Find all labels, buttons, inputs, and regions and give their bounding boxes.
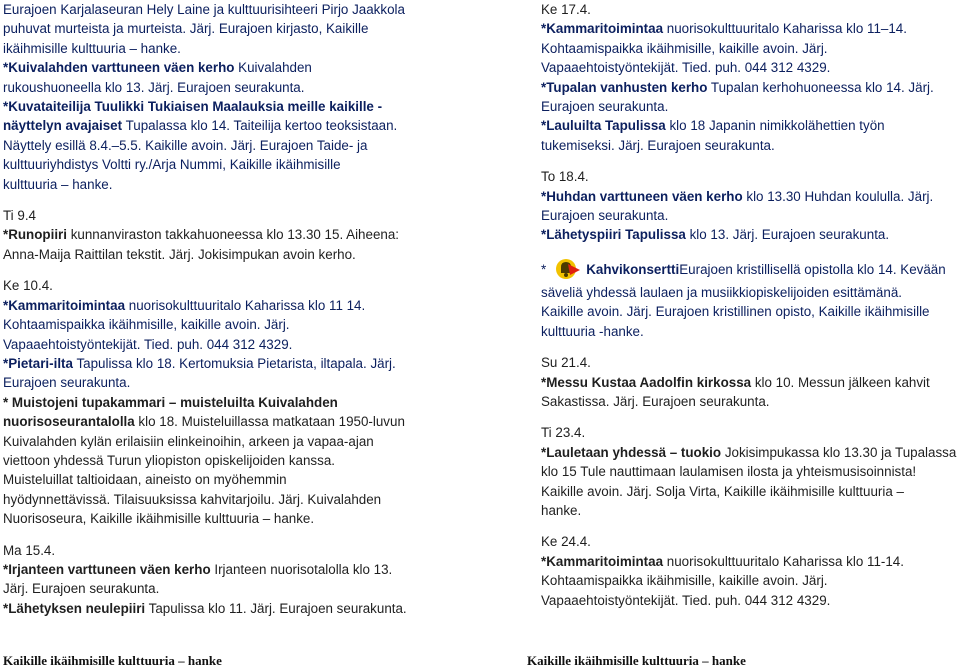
date-heading: Ti 23.4. — [541, 425, 586, 441]
star-marker: * — [541, 261, 547, 277]
event-detail: Tapulissa klo 18. Kertomuksia Pietarista, iltapala. Järj. — [72, 355, 396, 371]
date-heading: Ke 24.4. — [541, 534, 591, 550]
event-title: näyttelyn avajaiset — [3, 118, 123, 134]
text-line: Vapaaehtoistyöntekijät. Tied. puh. 044 312 4329. — [3, 336, 293, 352]
date-heading: Ke 10.4. — [3, 278, 53, 294]
event-title: Kahvikonsertti — [586, 261, 680, 277]
event-detail: nuorisokulttuuritalo Kaharissa klo 11–14. — [663, 21, 907, 37]
date-heading: Ma 15.4. — [3, 542, 56, 558]
text-line: Järj. Eurajoen seurakunta. — [3, 581, 160, 597]
event-title: *Kammaritoimintaa — [3, 297, 126, 313]
event-detail: Tupalan kerhohuoneessa klo 14. Järj. — [707, 79, 934, 95]
event-detail: klo 18 Japanin nimikkolähettien työn — [665, 118, 885, 134]
event-detail: Kuivalahden — [234, 60, 312, 76]
text-line: Muisteluillat taltioidaan, aineisto on myöhemmin — [3, 472, 287, 488]
text-line: puhuvat murteista ja murteista. Järj. Eurajoen kirjasto, Kaikille — [3, 21, 369, 37]
event-title: *Kammaritoimintaa — [541, 553, 664, 569]
date-heading: Ke 17.4. — [541, 2, 591, 17]
text-line: hyödynnettävissä. Tilaisuuksissa kahvitarjoilu. Järj. Kuivalahden — [3, 491, 382, 507]
event-detail: Tapulissa klo 11. Järj. Eurajoen seurakunta. — [145, 600, 407, 616]
text-line: säveliä yhdessä laulaen ja musiikkiopiskelijoiden esittämänä. — [541, 284, 902, 300]
event-detail: Tupalassa klo 14. Taiteilija kertoo teoksistaan. — [122, 118, 398, 134]
event-title: *Lähetyksen neulepiiri — [3, 600, 146, 616]
right-column — [541, 0, 956, 610]
text-line: rukoushuoneella klo 13. Järj. Eurajoen seurakunta. — [3, 79, 305, 95]
date-heading: To 18.4. — [541, 169, 589, 185]
footer-left: Kaikille ikäihmisille kulttuuria – hanke — [3, 653, 222, 668]
event-detail: klo 18. Muisteluillassa matkataan 1950-luvun — [134, 414, 405, 430]
event-title: *Messu Kustaa Aadolfin kirkossa — [541, 374, 752, 390]
event-title: *Kammaritoimintaa — [541, 21, 664, 37]
text-line: Eurajoen seurakunta. — [541, 99, 669, 115]
event-detail: Irjanteen nuorisotalolla klo 13. — [210, 561, 393, 577]
event-title: *Kuivalahden varttuneen väen kerho — [3, 60, 235, 76]
text-line: Nuorisoseura, Kaikille ikäihmisille kulttuuria – hanke. — [3, 511, 315, 527]
text-line: Näyttely esillä 8.4.–5.5. Kaikille avoin. Järj. Eurajoen Taide- ja — [3, 137, 368, 153]
event-detail: klo 10. Messun jälkeen kahvit — [751, 374, 930, 390]
footer-right: Kaikille ikäihmisille kulttuuria – hanke — [527, 653, 746, 668]
event-detail: klo 13.30 Huhdan koululla. Järj. — [742, 188, 934, 204]
event-title: * Muistojeni tupakammari – muisteluilta Kuivalahden — [3, 394, 338, 410]
event-title: *Kuvataiteilija Tuulikki Tukiaisen Maalauksia meille kaikille - — [3, 99, 383, 115]
event-line — [3, 58, 473, 77]
text-line: Eurajoen seurakunta. — [541, 208, 669, 224]
event-detail: Jokisimpukassa klo 13.30 ja Tupalassa — [721, 444, 957, 460]
text-line: Kohtaamispaikka ikäihmisille, kaikille avoin. Järj. — [541, 40, 828, 56]
text-line: viettoon yhdessä Turun yliopiston opiskelijoiden kanssa. — [3, 452, 335, 468]
text-line: Vapaaehtoistyöntekijät. Tied. puh. 044 312 4329. — [541, 60, 831, 76]
text-line: Kaikille avoin. Järj. Solja Virta, Kaikille ikäihmisille kulttuuria – — [541, 483, 904, 499]
date-heading: Ti 9.4 — [3, 208, 36, 224]
text-line: hanke. — [541, 502, 582, 518]
event-detail: Eurajoen kristillisellä opistolla klo 14. Kevään — [679, 261, 946, 277]
event-detail: klo 13. Järj. Eurajoen seurakunta. — [685, 227, 890, 243]
event-title: *Lauletaan yhdessä – tuokio — [541, 444, 722, 460]
event-detail: nuorisokulttuuritalo Kaharissa klo 11-14. — [663, 553, 904, 569]
event-title: *Tupalan vanhusten kerho — [541, 79, 708, 95]
event-title: *Huhdan varttuneen väen kerho — [541, 188, 743, 204]
text-line: klo 15 Tule nauttimaan laulamisen ilosta ja yhteismusisoinnista! — [541, 464, 917, 480]
event-title: *Runopiiri — [3, 227, 67, 243]
text-line: Kohtaamispaikka ikäihmisille, kaikille avoin. Järj. — [541, 573, 828, 589]
event-title: *Lähetyspiiri Tapulissa — [541, 227, 686, 243]
date-heading: Su 21.4. — [541, 355, 591, 371]
text-line: ikäihmisille kulttuuria – hanke. — [3, 40, 181, 56]
event-detail: kunnanviraston takkahuoneessa klo 13.30 15. Aiheena: — [66, 227, 400, 243]
text-line: Vapaaehtoistyöntekijät. Tied. puh. 044 312 4329. — [541, 592, 831, 608]
text-line: Kohtaamispaikka ikäihmisille, kaikille avoin. Järj. — [3, 317, 290, 333]
event-detail: nuorisokulttuuritalo Kaharissa klo 11 14. — [125, 297, 366, 313]
left-column — [3, 0, 473, 618]
text-line: Eurajoen seurakunta. — [3, 375, 131, 391]
bell-icon — [552, 258, 582, 282]
text-line: Anna-Maija Raittilan tekstit. Järj. Jokisimpukan avoin kerho. — [3, 246, 356, 262]
text-line: Kaikille avoin. Järj. Eurajoen kristillinen opisto, Kaikille ikäihmisille — [541, 304, 930, 320]
text-line: tukemiseksi. Järj. Eurajoen seurakunta. — [541, 137, 775, 153]
text-line: Sakastissa. Järj. Eurajoen seurakunta. — [541, 393, 770, 409]
event-title: *Lauluilta Tapulissa — [541, 118, 666, 134]
text-line: Kuivalahden kylän erilaisiin elinkeinoihin, arkeen ja vapaa-ajan — [3, 433, 374, 449]
text-line: kulttuuria -hanke. — [541, 323, 644, 339]
event-title: *Pietari-ilta — [3, 355, 73, 371]
event-title: *Irjanteen varttuneen väen kerho — [3, 561, 211, 577]
text-line: kulttuuria – hanke. — [3, 176, 113, 192]
text-line: Eurajoen Karjalaseuran Hely Laine ja kulttuurisihteeri Pirjo Jaakkola — [3, 2, 405, 17]
event-title: nuorisoseurantalolla — [3, 414, 135, 430]
text-line: kulttuuriyhdistys Voltti ry./Arja Nummi, Kaikille ikäihmisille — [3, 157, 341, 173]
